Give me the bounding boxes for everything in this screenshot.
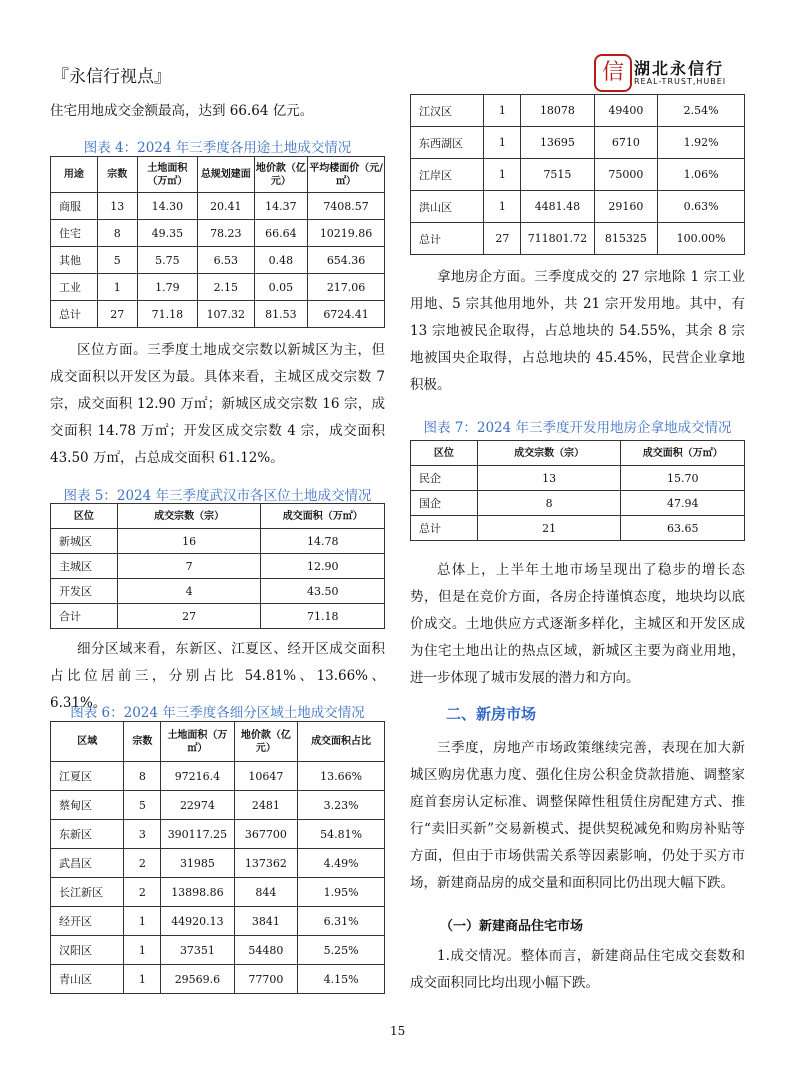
- table-cell: 1.92%: [658, 127, 745, 159]
- caption-table-5: 图表 5：2024 年三季度武汉市各区位土地成交情况: [63, 488, 372, 504]
- table-cell: 13695: [521, 127, 594, 159]
- table-cell: 汉阳区: [51, 936, 124, 965]
- table-cell: 390117.25: [161, 820, 234, 849]
- table-header-cell: 区位: [51, 504, 118, 529]
- table-header-cell: 成交面积（万㎡）: [621, 441, 745, 466]
- table-cell: 22974: [161, 791, 234, 820]
- table-header-cell: 区域: [51, 722, 124, 762]
- table-header-cell: 平均楼面价（元/㎡）: [308, 157, 385, 193]
- table-cell: 78.23: [197, 220, 254, 247]
- table-cell: 8: [477, 491, 621, 516]
- table-cell: 10647: [234, 762, 297, 791]
- caption-table-6: 图表 6：2024 年三季度各细分区域土地成交情况: [70, 705, 365, 721]
- table-cell: 71.18: [137, 301, 197, 328]
- logo-english: REAL-TRUST,HUBEI: [634, 77, 727, 86]
- left-paragraph-1: 住宅用地成交金额最高，达到 66.64 亿元。: [50, 103, 314, 119]
- table-cell: 开发区: [51, 579, 118, 604]
- table-cell: 蔡甸区: [51, 791, 124, 820]
- table-row: [51, 579, 385, 604]
- company-logo: [594, 54, 744, 94]
- table-cell: 13: [477, 466, 621, 491]
- table-cell: 107.32: [197, 301, 254, 328]
- table-cell: 2.54%: [658, 95, 745, 127]
- table-cell: 民企: [411, 466, 478, 491]
- table-cell: 27: [97, 301, 137, 328]
- table-land-by-subregion: [50, 721, 385, 994]
- table-cell: 8: [97, 220, 137, 247]
- table-cell: 江夏区: [51, 762, 124, 791]
- table-cell: 经开区: [51, 907, 124, 936]
- table-row: [411, 159, 745, 191]
- table-cell: 13.66%: [298, 762, 385, 791]
- table-cell: 洪山区: [411, 191, 484, 223]
- table-cell: 37351: [161, 936, 234, 965]
- table-cell: 总计: [411, 223, 484, 255]
- table-cell: 367700: [234, 820, 297, 849]
- table-cell: 14.37: [254, 193, 307, 220]
- table-row: [51, 878, 385, 907]
- table-cell: 0.63%: [658, 191, 745, 223]
- table-cell: 4: [117, 579, 261, 604]
- table-header-cell: 宗数: [124, 722, 161, 762]
- table-header-cell: 成交面积（万㎡）: [261, 504, 385, 529]
- table-cell: 54480: [234, 936, 297, 965]
- table-row: [411, 191, 745, 223]
- left-paragraph-2: 区位方面。三季度土地成交宗数以新城区为主，但成交面积以开发区为最。具体来看，主城区成交宗数 7 宗，成交面积 12.90 万㎡；新城区成交宗数 16 宗，成交面积 14.78 万㎡；开发区成交宗数 4 宗，成交面积 43.50 万㎡，占总成交面积 61.12%。: [50, 342, 385, 466]
- table-cell: 81.53: [254, 301, 307, 328]
- table-cell: 4481.48: [521, 191, 594, 223]
- table-cell: 7515: [521, 159, 594, 191]
- table-cell: 7408.57: [308, 193, 385, 220]
- table-cell: 14.78: [261, 529, 385, 554]
- right-paragraph-3: 三季度，房地产市场政策继续完善，表现在加大新城区购房优惠力度、强化住房公积金贷款措施、调整家庭首套房认定标准、调整保障性租赁住房配建方式、推行“卖旧买新”交易新模式、提供契税减免和购房补贴等方面，但由于市场供需关系等因素影响，仍处于买方市场，新建商品房的成交量和面积同比仍出现大幅下跌。: [410, 740, 745, 891]
- table-header-cell: 宗数: [97, 157, 137, 193]
- table-cell: 1: [124, 965, 161, 994]
- table-cell: 29160: [594, 191, 657, 223]
- table-cell: 2.15: [197, 274, 254, 301]
- table-cell: 12.90: [261, 554, 385, 579]
- table-cell: 2481: [234, 791, 297, 820]
- table-cell: 住宅: [51, 220, 98, 247]
- table-cell: 1.79: [137, 274, 197, 301]
- table-cell: 1.95%: [298, 878, 385, 907]
- table-cell: 5: [124, 791, 161, 820]
- table-header-row: [51, 722, 385, 762]
- table-cell: 18078: [521, 95, 594, 127]
- right-paragraph-1: 拿地房企方面。三季度成交的 27 宗地除 1 宗工业用地、5 宗其他用地外，共 21 宗开发用地。其中，有 13 宗地被民企取得，占总地块的 54.55%，其余 8 宗地被国央企取得，占总地块的 45.45%，民营企业拿地积极。: [410, 269, 745, 393]
- table-cell: 工业: [51, 274, 98, 301]
- table-cell: 77700: [234, 965, 297, 994]
- table-cell: 青山区: [51, 965, 124, 994]
- table-cell: 47.94: [621, 491, 745, 516]
- section-heading-new-housing: 二、新房市场: [446, 705, 537, 723]
- table-row: [51, 791, 385, 820]
- table-developer-land-acquisition: [410, 440, 745, 541]
- table-cell: 29569.6: [161, 965, 234, 994]
- table-header-cell: 成交面积占比: [298, 722, 385, 762]
- table-header-cell: 土地面积（万㎡）: [161, 722, 234, 762]
- table-cell: 总计: [51, 301, 98, 328]
- table-cell: 6710: [594, 127, 657, 159]
- table-cell: 654.36: [308, 247, 385, 274]
- table-cell: 711801.72: [521, 223, 594, 255]
- table-cell: 27: [484, 223, 521, 255]
- table-row: [51, 820, 385, 849]
- table-cell: 8: [124, 762, 161, 791]
- table-row: [51, 936, 385, 965]
- table-row: [411, 223, 745, 255]
- table-cell: 1: [124, 936, 161, 965]
- table-row: [51, 301, 385, 328]
- table-cell: 总计: [411, 516, 478, 541]
- table-header-cell: 土地面积（万㎡）: [137, 157, 197, 193]
- table-cell: 7: [117, 554, 261, 579]
- table-cell: 16: [117, 529, 261, 554]
- table-cell: 100.00%: [658, 223, 745, 255]
- table-header-row: [411, 441, 745, 466]
- table-cell: 21: [477, 516, 621, 541]
- table-cell: 其他: [51, 247, 98, 274]
- table-cell: 10219.86: [308, 220, 385, 247]
- table-cell: 国企: [411, 491, 478, 516]
- table-cell: 5.75: [137, 247, 197, 274]
- table-header-cell: 用途: [51, 157, 98, 193]
- table-cell: 13: [97, 193, 137, 220]
- table-cell: 3: [124, 820, 161, 849]
- table-header-cell: 区位: [411, 441, 478, 466]
- table-cell: 97216.4: [161, 762, 234, 791]
- table-row: [411, 95, 745, 127]
- table-cell: 主城区: [51, 554, 118, 579]
- table-cell: 商服: [51, 193, 98, 220]
- table-row: [411, 466, 745, 491]
- table-cell: 1: [484, 95, 521, 127]
- table-cell: 31985: [161, 849, 234, 878]
- table-cell: 4.49%: [298, 849, 385, 878]
- table-cell: 6.31%: [298, 907, 385, 936]
- table-header-cell: 成交宗数（宗）: [477, 441, 621, 466]
- table-cell: 66.64: [254, 220, 307, 247]
- table-row: [51, 193, 385, 220]
- table-cell: 3.23%: [298, 791, 385, 820]
- table-cell: 4.15%: [298, 965, 385, 994]
- table-row: [51, 907, 385, 936]
- table-cell: 137362: [234, 849, 297, 878]
- table-cell: 合计: [51, 604, 118, 629]
- table-cell: 63.65: [621, 516, 745, 541]
- table-cell: 71.18: [261, 604, 385, 629]
- table-row: [411, 491, 745, 516]
- table-cell: 1: [124, 907, 161, 936]
- table-row: [51, 965, 385, 994]
- logo-name: 湖北永信行: [634, 59, 725, 78]
- table-cell: 6.53: [197, 247, 254, 274]
- table-land-by-location: [50, 503, 385, 629]
- table-cell: 江汉区: [411, 95, 484, 127]
- table-cell: 2: [124, 849, 161, 878]
- table-row: [411, 516, 745, 541]
- table-cell: 5: [97, 247, 137, 274]
- table-cell: 1.06%: [658, 159, 745, 191]
- right-paragraph-4: 1.成交情况。整体而言，新建商品住宅成交套数和成交面积同比均出现小幅下跌。: [410, 948, 745, 991]
- table-header-cell: 成交宗数（宗）: [117, 504, 261, 529]
- table-cell: 49400: [594, 95, 657, 127]
- table-cell: 13898.86: [161, 878, 234, 907]
- table-header-row: [51, 157, 385, 193]
- table-cell: 东西湖区: [411, 127, 484, 159]
- caption-table-7: 图表 7：2024 年三季度开发用地房企拿地成交情况: [423, 420, 732, 436]
- table-cell: 1: [484, 191, 521, 223]
- table-cell: 1: [484, 127, 521, 159]
- table-cell: 江岸区: [411, 159, 484, 191]
- header-title: 『永信行视点』: [52, 67, 171, 87]
- table-cell: 27: [117, 604, 261, 629]
- table-cell: 长江新区: [51, 878, 124, 907]
- table-cell: 815325: [594, 223, 657, 255]
- table-cell: 43.50: [261, 579, 385, 604]
- table-cell: 14.30: [137, 193, 197, 220]
- left-paragraph-3: 细分区域来看，东新区、江夏区、经开区成交面积占比位居前三，分别占比 54.81%、13.66%、6.31%。: [50, 641, 385, 711]
- right-paragraph-2: 总体上，上半年土地市场呈现出了稳步的增长态势，但是在竞价方面，各房企持谨慎态度，地块均以底价成交。土地供应方式逐渐多样化，主城区和开发区成为住宅土地出让的热点区域，新城区主要为商业用地，进一步体现了城市发展的潜力和方向。: [410, 562, 745, 686]
- table-land-by-subregion-continued: [410, 94, 745, 255]
- table-header-cell: 地价款（亿元）: [234, 722, 297, 762]
- subsection-heading: （一）新建商品住宅市场: [440, 919, 584, 934]
- table-cell: 2: [124, 878, 161, 907]
- table-cell: 15.70: [621, 466, 745, 491]
- table-cell: 217.06: [308, 274, 385, 301]
- table-row: [51, 604, 385, 629]
- table-cell: 5.25%: [298, 936, 385, 965]
- table-cell: 844: [234, 878, 297, 907]
- page-number: 15: [390, 1024, 406, 1038]
- table-row: [51, 849, 385, 878]
- logo-seal-icon: 信: [594, 54, 632, 92]
- table-cell: 1: [484, 159, 521, 191]
- table-cell: 武昌区: [51, 849, 124, 878]
- table-cell: 6724.41: [308, 301, 385, 328]
- table-header-row: [51, 504, 385, 529]
- table-row: [411, 127, 745, 159]
- table-cell: 20.41: [197, 193, 254, 220]
- table-land-by-use: [50, 156, 385, 328]
- table-cell: 3841: [234, 907, 297, 936]
- table-row: [51, 220, 385, 247]
- caption-table-4: 图表 4：2024 年三季度各用途土地成交情况: [83, 140, 352, 156]
- table-cell: 新城区: [51, 529, 118, 554]
- table-cell: 东新区: [51, 820, 124, 849]
- table-cell: 49.35: [137, 220, 197, 247]
- table-cell: 44920.13: [161, 907, 234, 936]
- table-row: [51, 554, 385, 579]
- table-cell: 0.05: [254, 274, 307, 301]
- table-row: [51, 762, 385, 791]
- table-row: [51, 529, 385, 554]
- table-cell: 75000: [594, 159, 657, 191]
- table-header-cell: 总规划建面: [197, 157, 254, 193]
- table-row: [51, 247, 385, 274]
- table-cell: 0.48: [254, 247, 307, 274]
- table-row: [51, 274, 385, 301]
- table-cell: 1: [97, 274, 137, 301]
- table-cell: 54.81%: [298, 820, 385, 849]
- table-header-cell: 地价款（亿元）: [254, 157, 307, 193]
